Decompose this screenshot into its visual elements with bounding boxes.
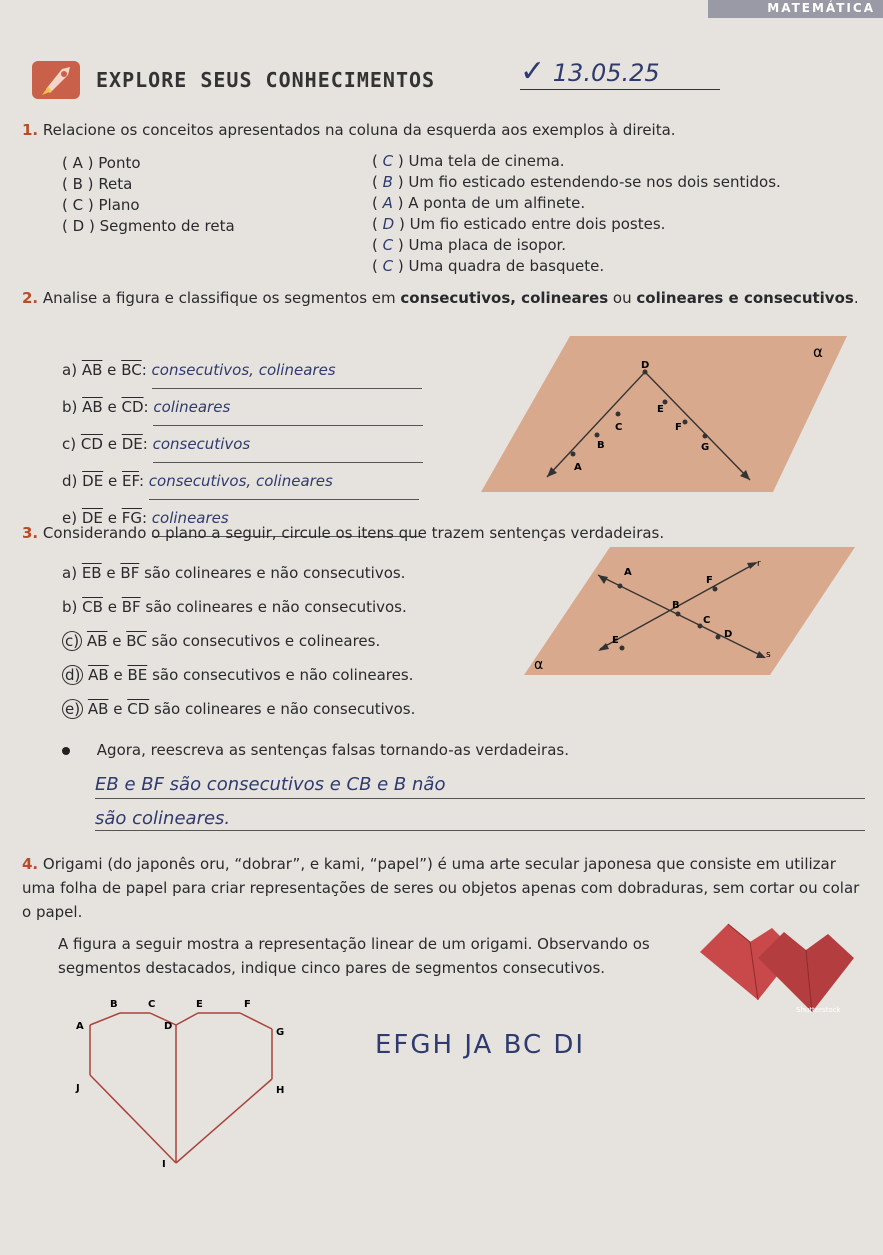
- handwritten-answer-q4[interactable]: EFGH JA BC DI: [375, 1030, 586, 1060]
- question-1-number: 1.: [22, 121, 39, 139]
- q2-item: a) $\overline{AB}$ e $\overline{BC}$: consecutivos, colineares: [62, 352, 423, 389]
- segment: $\overline{AB}$: [81, 361, 103, 379]
- concepts-column: [62, 153, 235, 237]
- line-label: r: [757, 559, 761, 569]
- segment: $\overline{CB}$: [82, 598, 103, 616]
- point-label: C: [148, 999, 156, 1010]
- segment: $\overline{CD}$: [127, 700, 150, 718]
- segment: $\overline{CD}$: [80, 435, 103, 453]
- concept-letter: ( D ): [62, 217, 95, 235]
- rocket-icon: [28, 55, 88, 103]
- segment: $\overline{DE}$: [81, 509, 103, 527]
- point-label: E: [612, 635, 619, 646]
- plane-figure-q3: [520, 545, 860, 680]
- q3-item[interactable]: [62, 692, 415, 726]
- item-label: b): [62, 598, 78, 616]
- item-text: são consecutivos e colineares.: [151, 632, 381, 650]
- segment: $\overline{BC}$: [121, 361, 142, 379]
- point-c: [616, 412, 621, 417]
- origami-hearts-photo: [688, 912, 860, 1024]
- connector: e: [107, 435, 117, 453]
- example-text: Uma tela de cinema.: [408, 152, 565, 170]
- connector: e: [106, 564, 116, 582]
- plane-label: α: [813, 343, 823, 361]
- segment-de: [176, 1013, 198, 1025]
- heart-shape: [758, 932, 854, 1012]
- point-label: C: [615, 422, 623, 433]
- answer-field[interactable]: colineares: [152, 500, 422, 537]
- answer-field[interactable]: consecutivos: [153, 426, 423, 463]
- segment: $\overline{BF}$: [121, 598, 141, 616]
- concept-d: [62, 216, 235, 237]
- answer-letter[interactable]: B: [382, 173, 393, 191]
- segment: $\overline{DE}$: [121, 435, 143, 453]
- connector: e: [113, 700, 123, 718]
- point-label: I: [162, 1159, 166, 1170]
- date-text: 13.05.25: [552, 59, 660, 87]
- question-4-text: Origami (do japonês oru, “dobrar”, e kami, “papel”) é uma arte secular japonesa que consiste em utilizar uma folha de papel para criar representações de seres ou objetos apenas com dobraduras, sem cortar ou colar o papel.: [22, 855, 860, 921]
- point-label: G: [701, 442, 710, 453]
- item-label: a): [62, 361, 78, 379]
- segment: $\overline{EB}$: [81, 564, 102, 582]
- item-text: são colineares e não consecutivos.: [144, 564, 406, 582]
- concept-text: Plano: [98, 196, 140, 214]
- item-text: são colineares e não consecutivos.: [145, 598, 407, 616]
- concept-c: [62, 195, 235, 216]
- example-text: Um fio esticado estendendo-se nos dois sentidos.: [408, 173, 781, 191]
- item-text: são consecutivos e não colineares.: [152, 666, 414, 684]
- point-f: [683, 420, 688, 425]
- point-label: F: [244, 999, 251, 1010]
- concept-a: [62, 153, 235, 174]
- q2-item: e) $\overline{DE}$ e $\overline{FG}$: colineares: [62, 500, 423, 537]
- segment: $\overline{BE}$: [127, 666, 148, 684]
- example-4: ( D ) Um fio esticado entre dois postes.: [372, 215, 666, 233]
- point-label: J: [76, 1083, 80, 1094]
- question-4-paragraph-2: A figura a seguir mostra a representação linear de um origami. Observando os segmentos destacados, indique cinco pares de segmentos consecutivos.: [58, 935, 650, 977]
- segment-ji: [90, 1075, 176, 1163]
- item-label: d): [62, 472, 78, 490]
- item-label: c): [62, 435, 77, 453]
- concept-letter: ( A ): [62, 154, 94, 172]
- concept-text: Ponto: [98, 154, 141, 172]
- plane-figure-q2: [475, 332, 855, 502]
- concept-letter: ( C ): [62, 196, 94, 214]
- answer-letter[interactable]: D: [382, 215, 395, 233]
- point-label: H: [276, 1085, 285, 1096]
- question-2-bold: colineares e consecutivos: [636, 289, 854, 307]
- bullet-text: Agora, reescreva as sentenças falsas tornando-as verdadeiras.: [96, 741, 570, 759]
- connector: e: [107, 509, 117, 527]
- connector: e: [107, 472, 118, 490]
- connector: e: [107, 361, 117, 379]
- q3-item[interactable]: [62, 624, 415, 658]
- segment: $\overline{AB}$: [87, 700, 109, 718]
- question-3-items: [62, 556, 415, 726]
- point-label: A: [76, 1021, 84, 1032]
- question-3-prompt: [22, 523, 872, 543]
- item-label: e): [62, 509, 78, 527]
- point-label: D: [724, 629, 733, 640]
- question-1-text: Relacione os conceitos apresentados na coluna da esquerda aos exemplos à direita.: [42, 121, 676, 139]
- question-2-bold: consecutivos, colineares: [400, 289, 609, 307]
- q2-item: d) $\overline{DE}$ e $\overline{EF}$: consecutivos, colineares: [62, 463, 423, 500]
- connector: e: [107, 598, 117, 616]
- point-g: [703, 434, 708, 439]
- concept-text: Segmento de reta: [99, 217, 235, 235]
- plane-alpha: [481, 336, 847, 492]
- segment: $\overline{BC}$: [126, 632, 147, 650]
- point-f: [713, 587, 718, 592]
- point-label: D: [641, 360, 650, 371]
- concept-letter: ( B ): [62, 175, 94, 193]
- question-4-number: 4.: [22, 855, 39, 873]
- point-e: [620, 646, 625, 651]
- segment-ab: [90, 1013, 120, 1025]
- connector: e: [112, 632, 122, 650]
- point-label: G: [276, 1027, 285, 1038]
- q3-item[interactable]: [62, 590, 415, 624]
- bullet-icon: [62, 747, 70, 755]
- item-label: a): [62, 564, 78, 582]
- point-label: F: [706, 575, 713, 586]
- example-text: Uma quadra de basquete.: [408, 257, 605, 275]
- answer-field[interactable]: colineares: [153, 389, 423, 426]
- question-2-items: [62, 352, 423, 537]
- example-6: ( C ) Uma quadra de basquete.: [372, 257, 605, 275]
- circled-label: e): [62, 699, 83, 719]
- origami-heart-diagram: [60, 995, 300, 1180]
- answer-letter[interactable]: C: [382, 152, 394, 170]
- answer-field[interactable]: consecutivos, colineares: [152, 352, 422, 389]
- point-a: [571, 452, 576, 457]
- example-2: ( B ) Um fio esticado estendendo-se nos dois sentidos.: [372, 173, 781, 191]
- segment: $\overline{AB}$: [82, 398, 103, 416]
- answer-line-2[interactable]: são colineares.: [95, 808, 865, 831]
- item-text: são colineares e não consecutivos.: [154, 700, 416, 718]
- segment: $\overline{AB}$: [86, 632, 108, 650]
- examples-column: [372, 151, 781, 277]
- plane-label: α: [534, 657, 544, 673]
- answer-letter[interactable]: C: [382, 236, 394, 254]
- concept-b: [62, 174, 235, 195]
- question-2-text: .: [853, 289, 859, 307]
- point-c: [698, 624, 703, 629]
- circled-label: d): [62, 665, 83, 685]
- segment: $\overline{CD}$: [121, 398, 144, 416]
- answer-field[interactable]: consecutivos, colineares: [149, 463, 419, 500]
- point-b: [676, 612, 681, 617]
- point-label: D: [164, 1021, 173, 1032]
- segment-fg: [240, 1013, 272, 1029]
- point-d: [716, 635, 721, 640]
- point-label: A: [624, 567, 632, 578]
- answer-line-1[interactable]: EB e BF são consecutivos e CB e B não: [95, 774, 865, 799]
- example-5: ( C ) Uma placa de isopor.: [372, 236, 567, 254]
- question-2-text: Analise a figura e classifique os segmentos em: [42, 289, 401, 307]
- example-1: ( C ) Uma tela de cinema.: [372, 152, 565, 170]
- item-label: b): [62, 398, 78, 416]
- segment: $\overline{DE}$: [82, 472, 104, 490]
- concept-text: Reta: [98, 175, 133, 193]
- point-label: B: [597, 440, 605, 451]
- point-label: B: [672, 600, 680, 611]
- connector: e: [113, 666, 123, 684]
- corner-subject-label: MATEMÁTICA: [708, 0, 883, 18]
- answer-letter[interactable]: A: [382, 194, 393, 212]
- segment: $\overline{AB}$: [88, 666, 109, 684]
- point-label: E: [657, 404, 664, 415]
- answer-letter[interactable]: C: [382, 257, 394, 275]
- segment-hi: [176, 1079, 272, 1163]
- rewrite-instruction: [62, 741, 569, 759]
- handwritten-date: ✓ 13.05.25: [520, 54, 720, 90]
- segment: $\overline{BF}$: [120, 564, 140, 582]
- example-text: A ponta de um alfinete.: [408, 194, 586, 212]
- connector: e: [107, 398, 117, 416]
- q2-item: c) $\overline{CD}$ e $\overline{DE}$: consecutivos: [62, 426, 423, 463]
- example-text: Uma placa de isopor.: [408, 236, 567, 254]
- question-2-text: ou: [608, 289, 637, 307]
- question-1-prompt: [22, 120, 872, 140]
- q3-item[interactable]: [62, 658, 415, 692]
- question-2-prompt: [22, 288, 872, 308]
- point-b: [595, 433, 600, 438]
- example-3: ( A ) A ponta de um alfinete.: [372, 194, 586, 212]
- example-text: Um fio esticado entre dois postes.: [409, 215, 666, 233]
- line-label: s: [766, 650, 771, 660]
- point-label: E: [196, 999, 203, 1010]
- q3-item[interactable]: [62, 556, 415, 590]
- point-label: A: [574, 462, 582, 473]
- segment: $\overline{FG}$: [121, 509, 142, 527]
- point-a: [618, 584, 623, 589]
- plane-alpha: [524, 547, 855, 675]
- photo-credit: Shutterstock: [796, 1006, 841, 1014]
- point-label: F: [675, 422, 682, 433]
- section-title: EXPLORE SEUS CONHECIMENTOS: [96, 68, 436, 92]
- circled-label: c): [62, 631, 82, 651]
- question-3-text: Considerando o plano a seguir, circule os itens que trazem sentenças verdadeiras.: [42, 524, 665, 542]
- segment: $\overline{EF}$: [121, 472, 139, 490]
- question-3-number: 3.: [22, 524, 39, 542]
- point-label: C: [703, 615, 711, 626]
- point-label: B: [110, 999, 118, 1010]
- q2-item: b) $\overline{AB}$ e $\overline{CD}$: colineares: [62, 389, 423, 426]
- question-2-number: 2.: [22, 289, 39, 307]
